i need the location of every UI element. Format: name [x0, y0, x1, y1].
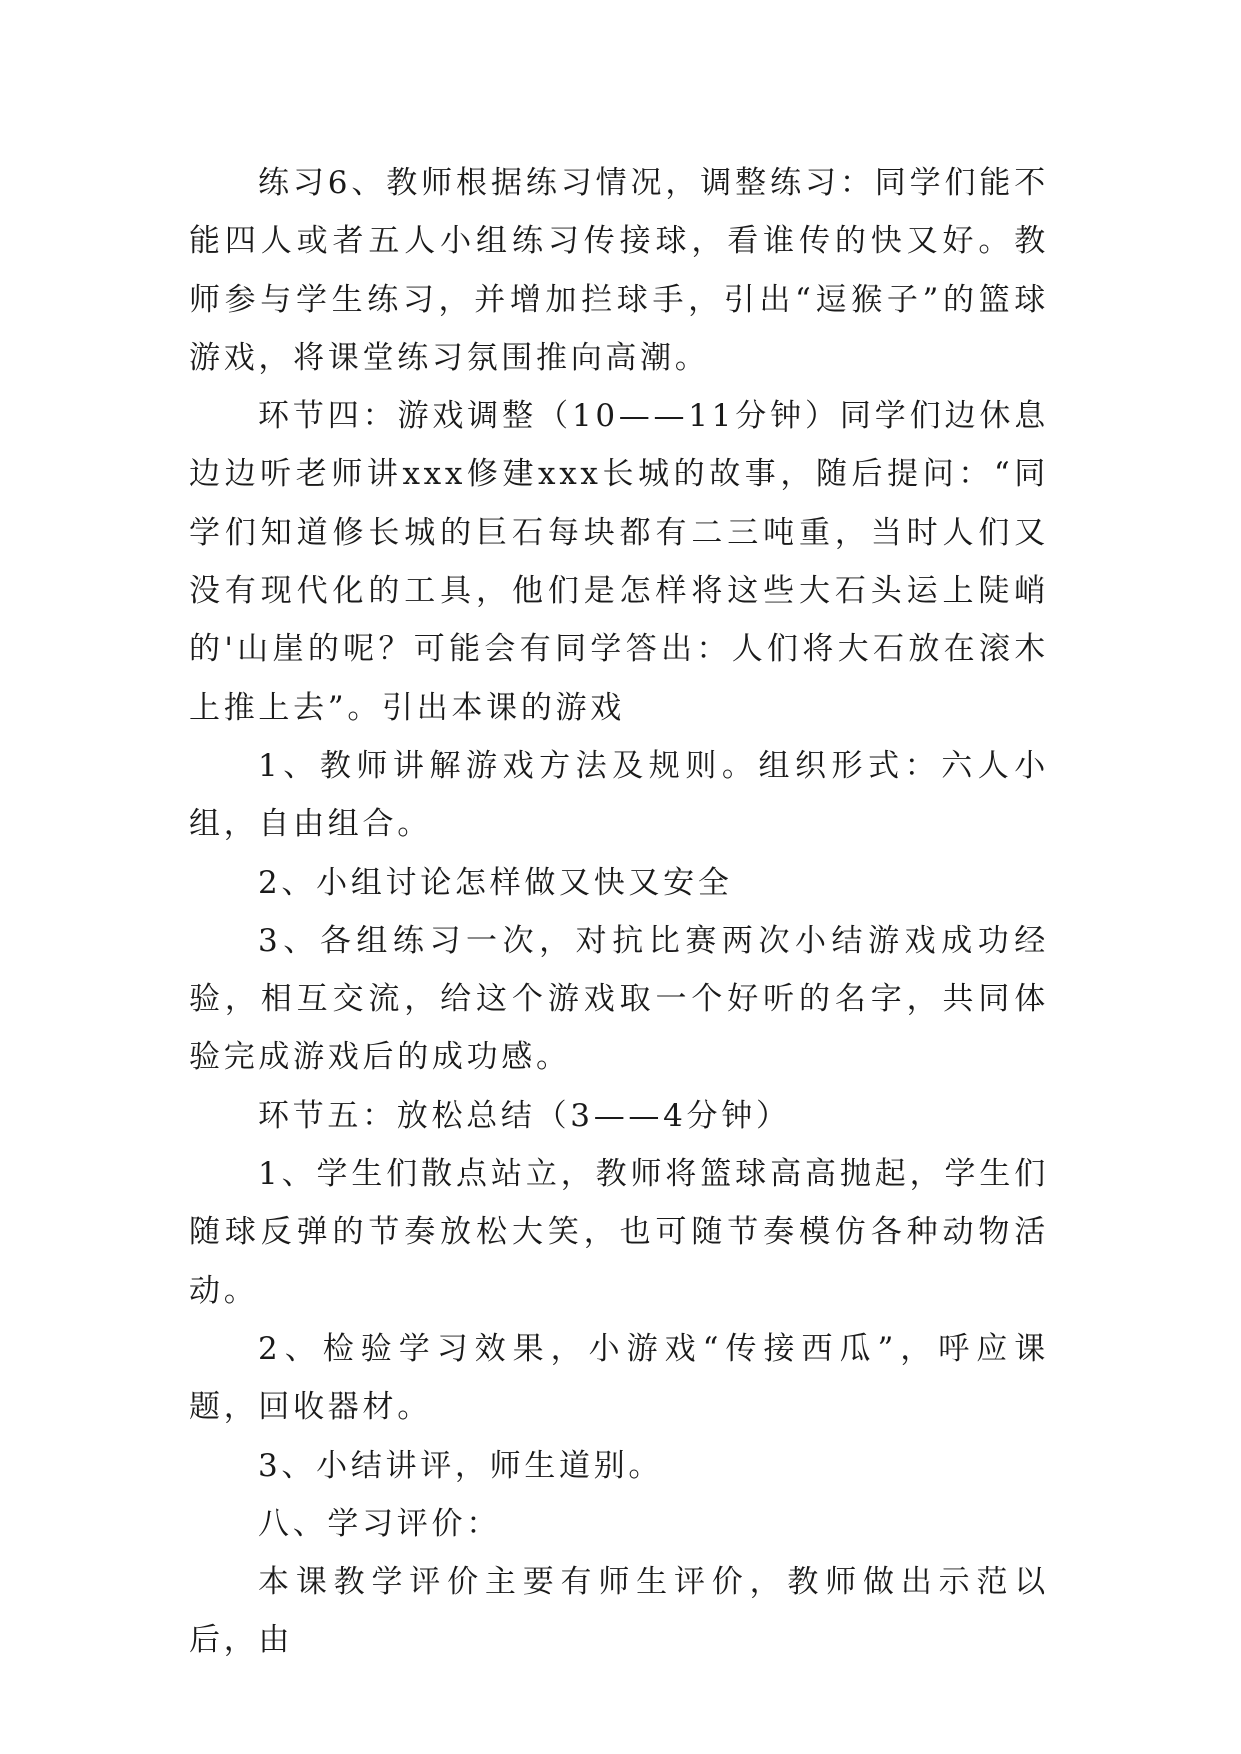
paragraph-summary: 3、小结讲评，师生道别。 — [258, 1447, 664, 1484]
paragraph-group-practice: 3、各组练习一次，对抗比赛两次小结游戏成功经验，相互交流，给这个游戏取一个好听的名字，共同体验完成游戏后的成功感。 — [189, 922, 1049, 1076]
paragraph-evaluation: 本课教学评价主要有师生评价，教师做出示范以后，由 — [189, 1564, 1049, 1659]
paragraph-check-results: 2、检验学习效果，小游戏“传接西瓜”，呼应课题，回收器材。 — [189, 1330, 1049, 1426]
document-body — [189, 154, 1049, 1670]
paragraph-stage-four: 环节四：游戏调整（10——11分钟）同学们边休息边边听老师讲xxx修建xxx长城的故事，随后提问：“同学们知道修长城的巨石每块都有二三吨重，当时人们又没有现代化的工具，他们是怎样将这些大石头运上陡峭的'山崖的呢？可能会有同学答出：人们将大石放在滚木上推上去”。引出本课的游戏 — [189, 398, 1049, 726]
paragraph-relax: 1、学生们散点站立，教师将篮球高高抛起，学生们随球反弹的节奏放松大笑，也可随节奏模仿各种动物活动。 — [189, 1156, 1049, 1309]
paragraph-stage-five: 环节五：放松总结（3——4分钟） — [258, 1097, 791, 1134]
paragraph-group-discussion: 2、小组讨论怎样做又快又安全 — [258, 864, 733, 901]
paragraph-rules: 1、教师讲解游戏方法及规则。组织形式：六人小组，自由组合。 — [189, 747, 1049, 843]
section-heading-evaluation: 八、学习评价： — [258, 1505, 501, 1542]
paragraph-practice-6: 练习6、教师根据练习情况，调整练习：同学们能不能四人或者五人小组练习传接球，看谁传的快又好。教师参与学生练习，并增加拦球手，引出“逗猴子”的篮球游戏，将课堂练习氛围推向高潮。 — [189, 165, 1049, 376]
